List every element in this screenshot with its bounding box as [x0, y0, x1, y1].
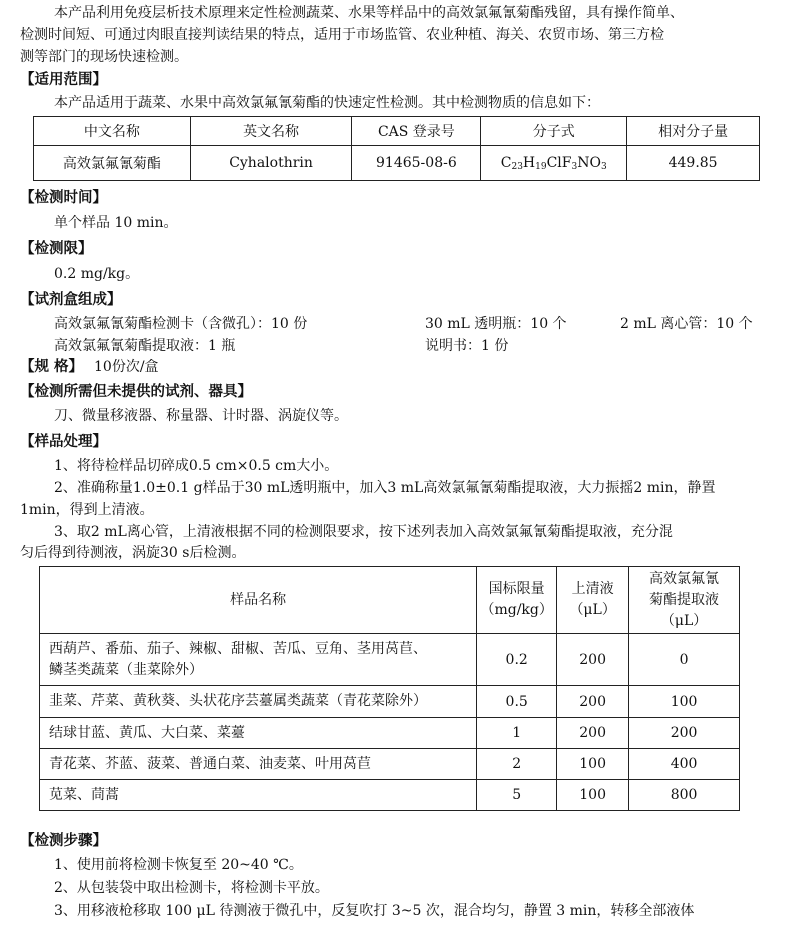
cell-limit: 5: [477, 780, 557, 811]
cell-sample-name: 西葫芦、番茄、茄子、辣椒、甜椒、苦瓜、豆角、茎用莴苣、 鳞茎类蔬菜（韭菜除外）: [40, 634, 477, 686]
needed-heading: 【检测所需但未提供的试剂、器具】: [20, 383, 252, 400]
col-header-sample-name: 样品名称: [40, 567, 477, 634]
intro-line-2: 检测时间短、可通过肉眼直接判读结果的特点，适用于市场监管、农业种植、海关、农贸市场、第三方检: [20, 27, 664, 43]
time-text: 单个样品 10 min。: [54, 215, 178, 231]
intro-line-1: 本产品利用免疫层析技术原理来定性检测蔬菜、水果等样品中的高效氯氟氰菊酯残留，具有操作简单、: [54, 5, 684, 21]
col-header-limit: 国标限量 （mg/kg）: [477, 567, 557, 634]
col-header-cas: CAS 登录号: [352, 117, 481, 146]
cell-supernatant: 100: [557, 780, 629, 811]
sample-step-2-line-1: 2、准确称量1.0±0.1 g样品于30 mL透明瓶中，加入3 mL高效氯氟氰菊酯提取液，大力振摇2 min，静置: [54, 480, 716, 496]
col-header-formula: 分子式: [481, 117, 627, 146]
cell-extract: 800: [629, 780, 740, 811]
cell-en-name: Cyhalothrin: [190, 146, 352, 181]
cell-sample-name: 结球甘蓝、黄瓜、大白菜、菜薹: [40, 718, 477, 749]
steps-heading: 【检测步骤】: [20, 832, 107, 849]
sample-step-2-line-2: 1min，得到上清液。: [20, 502, 154, 518]
cell-cn-name: 高效氯氟氰菊酯: [34, 146, 191, 181]
cell-formula: $C_{23}H_{19}ClF_3NO_3$: [481, 146, 627, 181]
substance-info-table: [33, 116, 760, 181]
cell-limit: 1: [477, 718, 557, 749]
cell-sample-name: 青花菜、芥蓝、菠菜、普通白菜、油麦菜、叶用莴苣: [40, 749, 477, 780]
cell-extract: 200: [629, 718, 740, 749]
col-header-extract: 高效氯氟氰 菊酯提取液 （μL）: [629, 567, 740, 634]
limit-text: 0.2 mg/kg。: [54, 266, 140, 282]
table-row: [40, 718, 740, 749]
cell-supernatant: 200: [557, 718, 629, 749]
cell-sample-name: 苋菜、茼蒿: [40, 780, 477, 811]
sample-heading: 【样品处理】: [20, 433, 107, 450]
cell-cas: 91465-08-6: [352, 146, 481, 181]
cell-extract: 100: [629, 686, 740, 718]
col-header-mw: 相对分子量: [627, 117, 760, 146]
cell-extract: 400: [629, 749, 740, 780]
cell-sample-name: 韭菜、芹菜、黄秋葵、头状花序芸薹属类蔬菜（青花菜除外）: [40, 686, 477, 718]
cell-supernatant: 200: [557, 634, 629, 686]
kit-item-card: 高效氯氟氰菊酯检测卡（含微孔）：10 份: [54, 316, 308, 332]
cell-limit: 0.5: [477, 686, 557, 718]
cell-limit: 0.2: [477, 634, 557, 686]
cell-limit: 2: [477, 749, 557, 780]
sample-step-3-line-2: 匀后得到待测液，涡旋30 s后检测。: [20, 545, 246, 561]
dilution-table: [39, 566, 740, 811]
substance-table-row: [34, 146, 760, 181]
table-row: [40, 634, 740, 686]
scope-heading: 【适用范围】: [20, 71, 107, 88]
dilution-table-header-row: [40, 567, 740, 634]
kit-item-manual: 说明书：1 份: [425, 338, 509, 354]
kit-item-bottle: 30 mL 透明瓶：10 个: [425, 316, 567, 332]
needed-text: 刀、微量移液器、称量器、计时器、涡旋仪等。: [54, 408, 348, 424]
limit-heading: 【检测限】: [20, 240, 93, 257]
cell-supernatant: 100: [557, 749, 629, 780]
sample-step-3-line-1: 3、取2 mL离心管，上清液根据不同的检测限要求，按下述列表加入高效氯氟氰菊酯提取液，充分混: [54, 524, 673, 540]
col-header-cn-name: 中文名称: [34, 117, 191, 146]
detect-step-1: 1、使用前将检测卡恢复至 20~40 ℃。: [54, 857, 303, 873]
kit-heading: 【试剂盒组成】: [20, 291, 122, 308]
kit-item-tube: 2 mL 离心管：10 个: [620, 316, 753, 332]
table-row: [40, 780, 740, 811]
intro-line-3: 测等部门的现场快速检测。: [20, 49, 188, 65]
table-row: [40, 686, 740, 718]
scope-text: 本产品适用于蔬菜、水果中高效氯氟氰菊酯的快速定性检测。其中检测物质的信息如下：: [54, 95, 600, 111]
cell-mw: 449.85: [627, 146, 760, 181]
cell-supernatant: 200: [557, 686, 629, 718]
kit-item-extract: 高效氯氟氰菊酯提取液：1 瓶: [54, 338, 236, 354]
sample-step-1: 1、将待检样品切碎成0.5 cm×0.5 cm大小。: [54, 458, 339, 474]
spec-heading: 【规 格】: [20, 358, 84, 375]
time-heading: 【检测时间】: [20, 189, 107, 206]
spec-text: 10份次/盒: [94, 359, 159, 375]
col-header-en-name: 英文名称: [190, 117, 352, 146]
col-header-supernatant: 上清液 （μL）: [557, 567, 629, 634]
table-row: [40, 749, 740, 780]
detect-step-3: 3、用移液枪移取 100 μL 待测液于微孔中，反复吹打 3~5 次，混合均匀，静置 3 min，转移全部液体: [54, 903, 695, 919]
substance-table-header-row: [34, 117, 760, 146]
detect-step-2: 2、从包装袋中取出检测卡，将检测卡平放。: [54, 880, 329, 896]
cell-extract: 0: [629, 634, 740, 686]
